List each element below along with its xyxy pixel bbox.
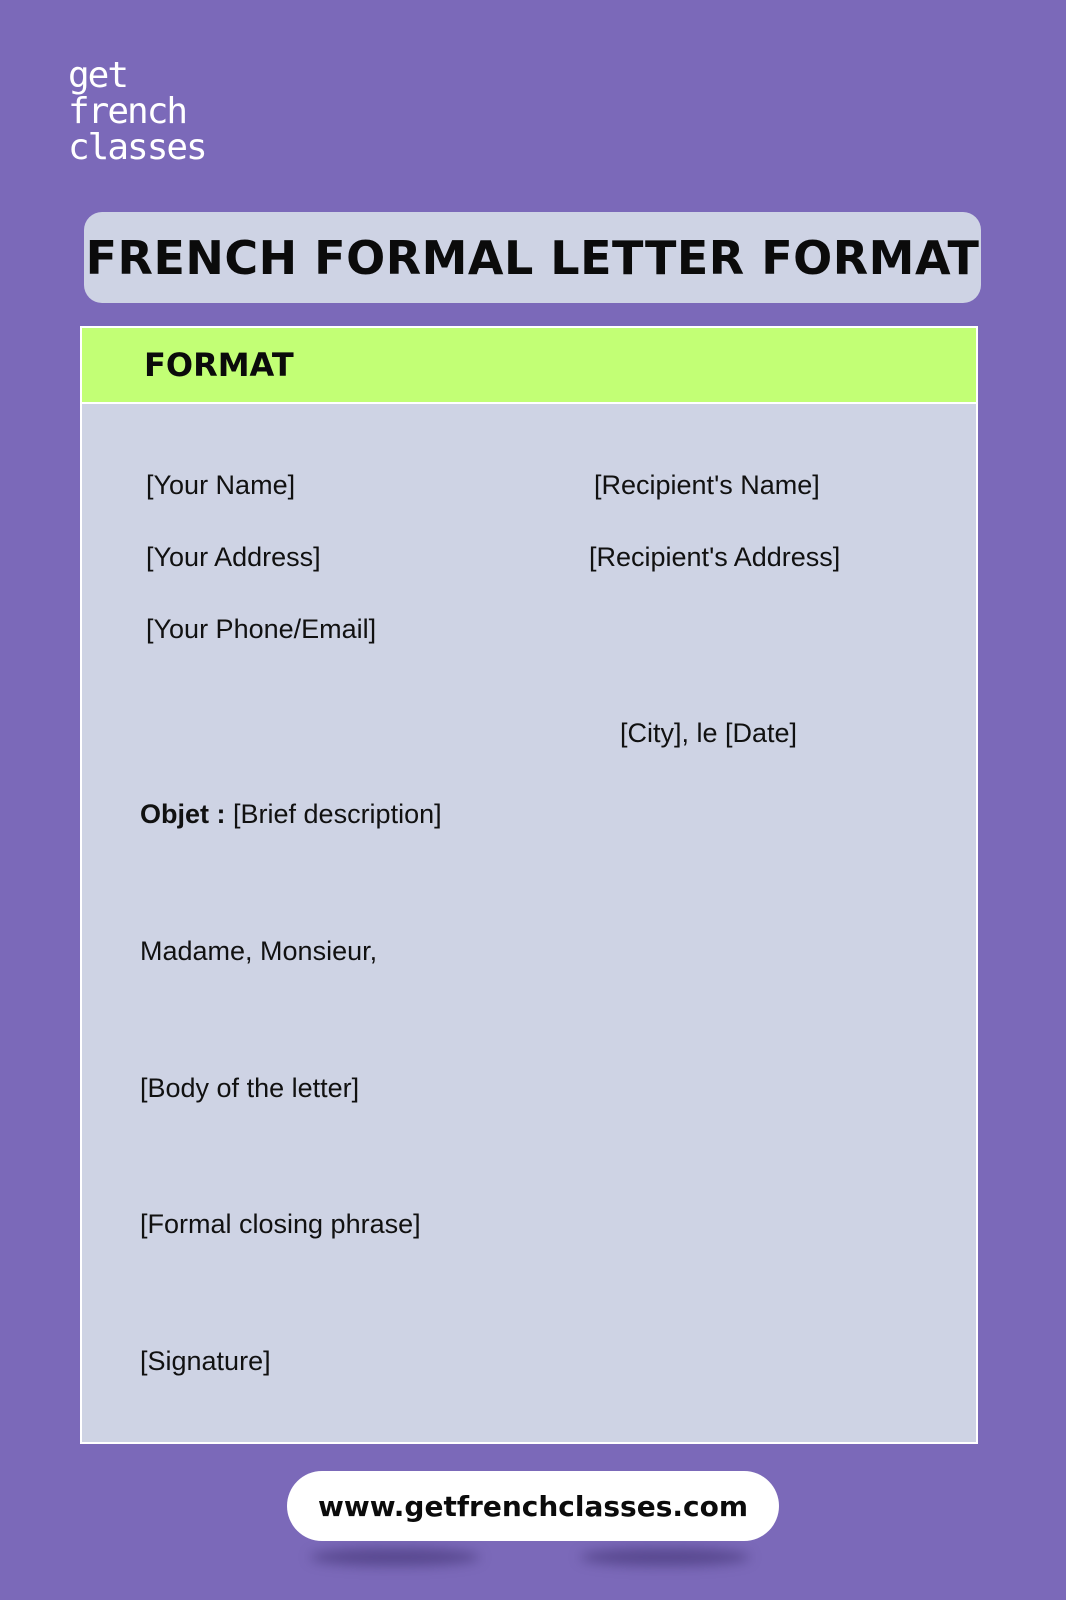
place-and-date: [City], le [Date] <box>620 718 798 748</box>
object-value: [Brief description] <box>233 799 442 829</box>
pill-shadow-right <box>580 1548 750 1566</box>
sender-contact: [Your Phone/Email] <box>146 614 377 644</box>
closing-phrase: [Formal closing phrase] <box>140 1209 421 1239</box>
object-line <box>140 799 442 830</box>
format-card <box>80 326 978 1444</box>
pill-shadow-left <box>310 1548 480 1566</box>
website-url-pill[interactable] <box>287 1471 779 1541</box>
logo-line-french: french <box>68 91 187 132</box>
recipient-address: [Recipient's Address] <box>589 542 841 572</box>
website-url[interactable]: www.getfrenchclasses.com <box>317 1489 749 1523</box>
signature: [Signature] <box>140 1346 271 1376</box>
recipient-name: [Recipient's Name] <box>594 470 820 500</box>
salutation: Madame, Monsieur, <box>140 936 378 966</box>
page-title: FRENCH FORMAL LETTER FORMAT <box>85 230 980 285</box>
title-banner <box>84 212 981 303</box>
logo-line-get: get <box>68 55 128 96</box>
object-label: Objet : <box>140 799 226 829</box>
sender-name: [Your Name] <box>146 470 296 500</box>
logo-line-classes: classes <box>68 127 206 168</box>
sender-address: [Your Address] <box>146 542 321 572</box>
format-card-heading: FORMAT <box>144 346 294 384</box>
format-card-header <box>82 328 976 404</box>
letter-body: [Body of the letter] <box>140 1073 360 1103</box>
brand-logo <box>68 55 206 168</box>
